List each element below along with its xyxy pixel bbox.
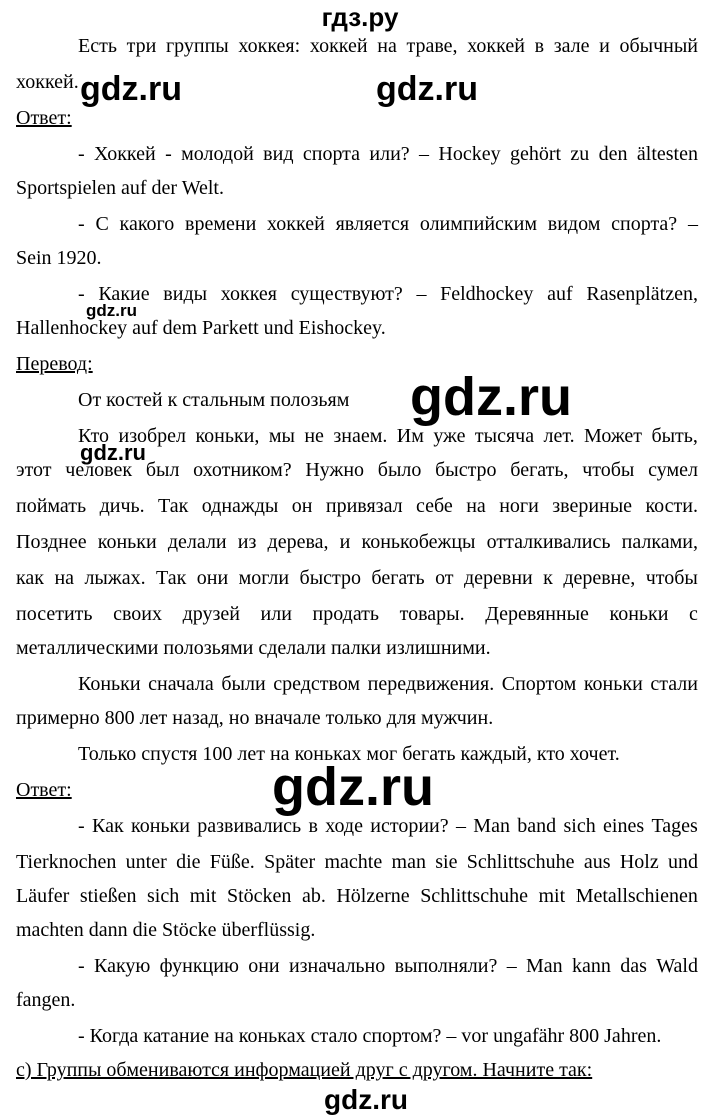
word: на: [377, 35, 397, 57]
translation-label: Перевод:: [16, 353, 93, 375]
word: посетить: [16, 603, 93, 625]
qa3-line-1: [78, 282, 698, 306]
word: видом: [547, 213, 601, 235]
word: Так: [158, 495, 189, 517]
qa3-line-2: Hallenhockey auf dem Parkett und Eishockey.: [16, 317, 386, 339]
word: Им: [396, 425, 424, 447]
word: кости.: [645, 495, 698, 517]
word: или: [260, 603, 292, 625]
s2-qa3-line-1: - Когда катание на коньках стало спортом? – vor ungafähr 800 Jahren.: [78, 1025, 662, 1047]
page-header-title: гдз.ру: [321, 2, 399, 32]
word: Позднее: [16, 531, 87, 553]
word: однажды: [201, 495, 279, 517]
word: ältesten: [636, 143, 698, 165]
word: Schlittschuhe: [466, 851, 575, 873]
translation-title: От костей к стальным полозьям: [78, 389, 350, 411]
word: зале: [553, 35, 590, 57]
watermark-footer: gdz.ru: [324, 1084, 408, 1115]
word: товары.: [399, 603, 465, 625]
word: вид: [263, 143, 294, 165]
word: быстро: [435, 459, 497, 481]
word: поймать: [16, 495, 87, 517]
word: –: [506, 955, 517, 977]
word: коньки: [609, 603, 669, 625]
word: aus: [583, 851, 611, 873]
qa2-line-1: [78, 212, 698, 236]
word: не: [304, 425, 324, 447]
word: -: [78, 283, 85, 305]
word: -: [78, 815, 85, 837]
word: отталкивались: [486, 531, 611, 553]
word: к: [543, 567, 553, 589]
task-c: c) Группы обмениваются информацией друг с другом. Начните так:: [16, 1059, 593, 1081]
word: спорта: [302, 143, 361, 165]
word: могли: [238, 567, 290, 589]
word: Хоккей: [94, 143, 156, 165]
word: спорта?: [611, 213, 678, 235]
watermark-6: gdz.ru: [272, 757, 434, 817]
word: и: [599, 35, 610, 57]
watermark-4: gdz.ru: [410, 367, 572, 427]
word: выполняли?: [394, 955, 498, 977]
word: хоккея: [220, 283, 277, 305]
p1-line-7: металлическими полозьями сделали палки излишними.: [16, 637, 491, 659]
word: man: [391, 851, 426, 873]
word: sich: [147, 885, 180, 907]
word: Holz: [619, 851, 659, 873]
word: от: [435, 567, 454, 589]
word: быть,: [651, 425, 698, 447]
word: Füße.: [209, 851, 255, 873]
word: сначала: [148, 673, 214, 695]
word: деревни: [463, 567, 533, 589]
word: себе: [416, 495, 453, 517]
word: den: [598, 143, 628, 165]
word: на: [54, 567, 75, 589]
word: Später: [264, 851, 316, 873]
word: существуют?: [290, 283, 403, 305]
word: средством: [273, 673, 361, 695]
word: Как: [92, 815, 124, 837]
p1-line-1: [78, 424, 698, 448]
word: Rasenplätzen,: [586, 283, 698, 305]
p1-line-3: [16, 494, 698, 518]
word: виды: [163, 283, 208, 305]
word: уже: [433, 425, 466, 447]
word: они: [248, 955, 280, 977]
word: Кто: [78, 425, 110, 447]
word: молодой: [181, 143, 254, 165]
word: kann: [572, 955, 611, 977]
word: Какие: [98, 283, 150, 305]
word: из: [237, 531, 257, 553]
word: -: [165, 143, 172, 165]
word: охотником?: [193, 459, 292, 481]
word: человек: [65, 459, 133, 481]
word: хоккей: [467, 35, 525, 57]
s2-qa1-line-2: [16, 850, 698, 874]
word: Feldhockey: [440, 283, 534, 305]
word: лет.: [543, 425, 575, 447]
word: Läufer: [16, 885, 70, 907]
word: развивались: [197, 815, 302, 837]
qa1-line-1: [78, 142, 698, 166]
word: олимпийским: [419, 213, 537, 235]
word: истории?: [370, 815, 449, 837]
word: мы: [268, 425, 295, 447]
p3-line-1: Только спустя 100 лет на коньках мог бегать каждый, кто хочет.: [78, 743, 620, 765]
word: были: [221, 673, 266, 695]
word: machte: [324, 851, 383, 873]
word: коньки: [131, 815, 190, 837]
word: Может: [584, 425, 643, 447]
word: Hölzerne: [336, 885, 410, 907]
word: Какую: [94, 955, 151, 977]
word: делали: [167, 531, 227, 553]
word: –: [419, 143, 430, 165]
word: хоккея:: [238, 35, 301, 57]
answer-label-1: Ответ:: [16, 107, 72, 129]
word: mit: [189, 885, 217, 907]
word: Коньки: [78, 673, 141, 695]
word: коньки: [97, 531, 157, 553]
word: в: [308, 815, 318, 837]
intro-line-1: [78, 34, 698, 58]
word: zu: [570, 143, 590, 165]
word: дерева,: [267, 531, 329, 553]
word: С: [95, 213, 109, 235]
word: в: [534, 35, 545, 57]
word: mit: [538, 885, 566, 907]
word: сумел: [648, 459, 698, 481]
word: коньки,: [195, 425, 260, 447]
word: die: [176, 851, 201, 873]
word: группы: [165, 35, 229, 57]
word: ходе: [325, 815, 363, 837]
word: ноги: [499, 495, 539, 517]
word: стали: [650, 673, 698, 695]
word: знаем.: [333, 425, 388, 447]
p2-line-2: примерно 800 лет назад, но вначале только для мужчин.: [16, 707, 494, 729]
word: палками,: [621, 531, 698, 553]
word: Нужно: [305, 459, 365, 481]
word: три: [126, 35, 157, 57]
word: –: [455, 815, 466, 837]
word: чтобы: [645, 567, 698, 589]
word: траве,: [406, 35, 458, 57]
word: хоккей: [267, 213, 325, 235]
word: этот: [16, 459, 52, 481]
watermark-3: gdz.ru: [86, 301, 137, 320]
word: unter: [125, 851, 167, 873]
watermark-1: gdz.ru: [80, 70, 182, 108]
word: –: [416, 283, 427, 305]
word: Tierknochen: [16, 851, 117, 873]
word: das: [620, 955, 647, 977]
word: изобрел: [118, 425, 187, 447]
word: привязал: [325, 495, 403, 517]
word: Деревянные: [485, 603, 589, 625]
word: Hockey: [438, 143, 501, 165]
word: Stöcken: [226, 885, 292, 907]
word: и: [339, 531, 351, 553]
watermark-5: gdz.ru: [80, 440, 146, 465]
word: Schlittschuhe: [420, 885, 528, 907]
intro-line-2: хоккей.: [16, 71, 79, 93]
word: stießen: [79, 885, 137, 907]
word: –: [687, 213, 698, 235]
p1-line-6: [16, 602, 698, 626]
word: Спортом: [501, 673, 577, 695]
word: Man: [526, 955, 563, 977]
word: хоккей: [309, 35, 368, 57]
word: времени: [185, 213, 257, 235]
word: -: [78, 955, 85, 977]
qa2-line-2: Sein 1920.: [16, 247, 102, 269]
s2-qa2-line-2: fangen.: [16, 989, 76, 1011]
word: конькобежцы: [361, 531, 476, 553]
word: был: [145, 459, 180, 481]
s2-qa2-line-1: [78, 954, 698, 978]
word: auf: [547, 283, 573, 305]
word: звериные: [552, 495, 633, 517]
word: бегать,: [510, 459, 569, 481]
word: изначально: [288, 955, 386, 977]
word: продать: [312, 603, 380, 625]
word: Metallschienen: [575, 885, 698, 907]
word: обычный: [619, 35, 698, 57]
word: band: [517, 815, 557, 837]
word: sie: [435, 851, 458, 873]
word: своих: [113, 603, 162, 625]
word: бегать: [371, 567, 425, 589]
word: быстро: [299, 567, 361, 589]
word: он: [291, 495, 313, 517]
word: передвижения.: [367, 673, 495, 695]
word: лыжах.: [84, 567, 146, 589]
word: было: [377, 459, 422, 481]
word: как: [16, 567, 45, 589]
word: функцию: [159, 955, 239, 977]
word: -: [78, 143, 85, 165]
qa1-line-2: Sportspielen auf der Welt.: [16, 177, 224, 199]
word: Есть: [78, 35, 117, 57]
p1-line-4: [16, 530, 698, 554]
word: или?: [369, 143, 410, 165]
word: они: [196, 567, 229, 589]
word: und: [668, 851, 698, 873]
word: какого: [119, 213, 175, 235]
word: sich: [563, 815, 596, 837]
word: -: [78, 213, 85, 235]
watermark-2: gdz.ru: [376, 70, 478, 108]
p2-line-1: [78, 672, 698, 696]
word: коньки: [583, 673, 643, 695]
answer-label-2: Ответ:: [16, 779, 72, 801]
word: с: [689, 603, 698, 625]
word: дичь.: [99, 495, 145, 517]
word: деревне,: [563, 567, 636, 589]
word: gehört: [509, 143, 562, 165]
word: ab.: [301, 885, 326, 907]
word: на: [466, 495, 486, 517]
p1-line-5: [16, 566, 698, 590]
word: чтобы: [582, 459, 635, 481]
s2-qa1-line-1: [78, 814, 698, 838]
s2-qa1-line-4: machten dann die Stöcke überflüssig.: [16, 919, 316, 941]
word: является: [335, 213, 410, 235]
word: Tages: [651, 815, 698, 837]
word: eines: [603, 815, 645, 837]
s2-qa1-line-3: [16, 884, 698, 908]
word: Так: [156, 567, 187, 589]
word: Wald: [656, 955, 698, 977]
word: Man: [473, 815, 510, 837]
word: друзей: [182, 603, 240, 625]
word: тысяча: [474, 425, 535, 447]
